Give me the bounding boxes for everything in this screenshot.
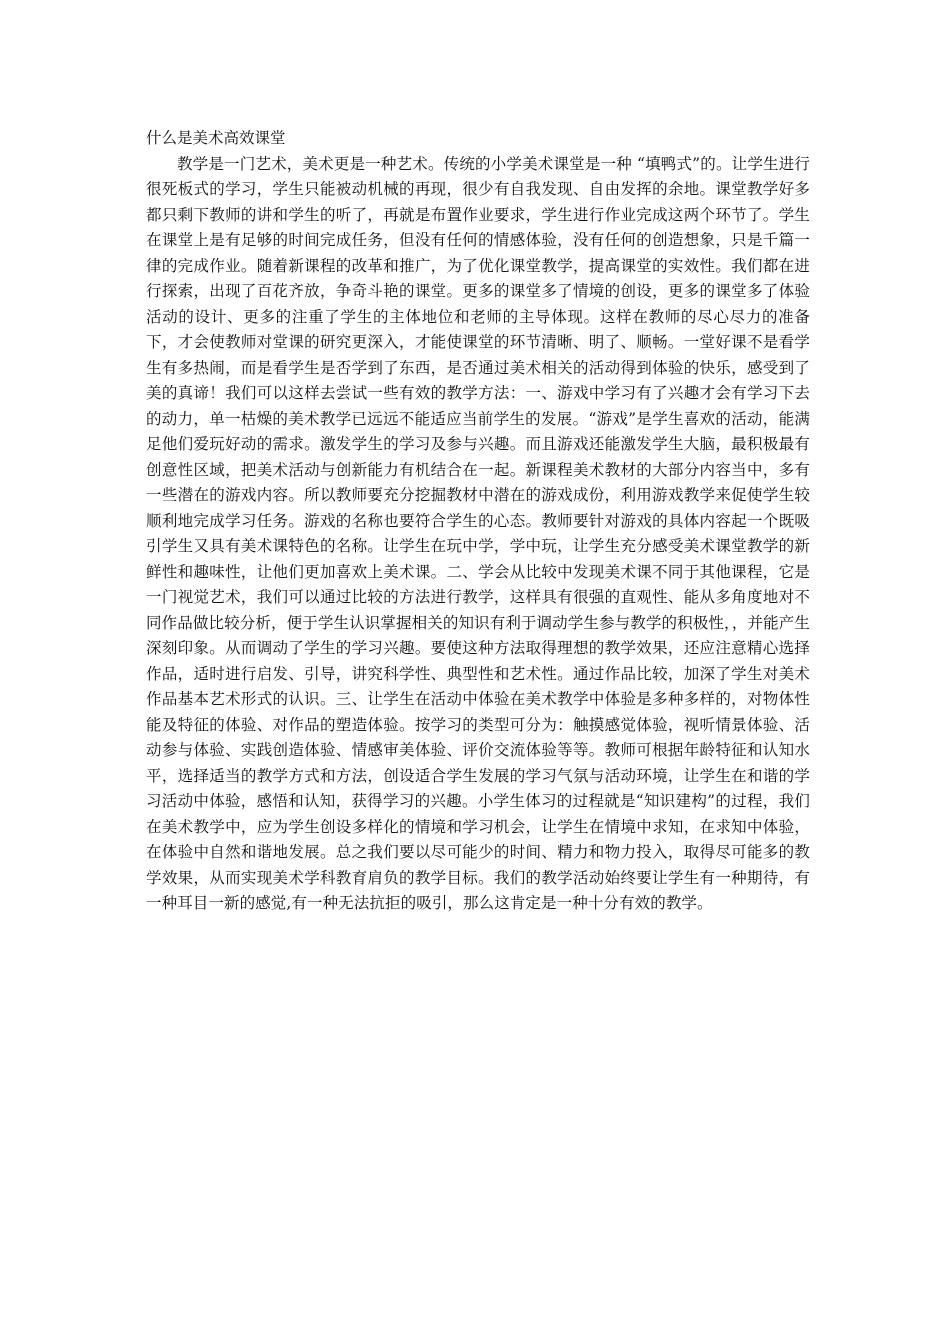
document-body-paragraph: 教学是一门艺术，美术更是一种艺术。传统的小学美术课堂是一种 “填鸭式”的。让学生进行很死板式的学习，学生只能被动机械的再现，很少有自我发现、自由发挥的余地。课堂教学好多都只剩下教师的讲和学生的听了，再就是布置作业要求，学生进行作业完成这两个环节了。学生在课堂上是有足够的时间完成任务，但没有任何的情感体验，没有任何的创造想象，只是千篇一律的完成作业。随着新课程的改革和推广，为了优化课堂教学，提高课堂的实效性。我们都在进行探索，出现了百花齐放，争奇斗艳的课堂。更多的课堂多了情境的创设，更多的课堂多了体验活动的设计、更多的注重了学生的主体地位和老师的主导体现。这样在教师的尽心尽力的准备下，才会使教师对堂课的研究更深入，才能使课堂的环节清晰、明了、顺畅。一堂好课不是看学生有多热闹，而是看学生是否学到了东西，是否通过美术相关的活动得到体验的快乐，感受到了美的真谛！我们可以这样去尝试一些有效的教学方法：一、游戏中学习有了兴趣才会有学习下去的动力，单一枯燥的美术教学已远远不能适应当前学生的发展。“游戏”是学生喜欢的活动，能满足他们爱玩好动的需求。激发学生的学习及参与兴趣。而且游戏还能激发学生大脑，最积极最有创意性区域，把美术活动与创新能力有机结合在一起。新课程美术教材的大部分内容当中，多有一些潜在的游戏内容。所以教师要充分挖掘教材中潜在的游戏成份，利用游戏教学来促使学生较顺利地完成学习任务。游戏的名称也要符合学生的心态。教师要针对游戏的具体内容起一个既吸引学生又具有美术课特色的名称。让学生在玩中学，学中玩，让学生充分感受美术课堂教学的新鲜性和趣味性，让他们更加喜欢上美术课。二、学会从比较中发现美术课不同于其他课程，它是一门视觉艺术，我们可以通过比较的方法进行教学，这样具有很强的直观性、能从多角度地对不同作品做比较分析，便于学生认识掌握相关的知识有利于调动学生参与教学的积极性，，并能产生深刻印象。从而调动了学生的学习兴趣。要使这种方法取得理想的教学效果，还应注意精心选择作品，适时进行启发、引导，讲究科学性、典型性和艺术性。通过作品比较，加深了学生对美术作品基本艺术形式的认识。三、让学生在活动中体验在美术教学中体验是多种多样的，对物体性能及特征的体验、对作品的塑造体验。按学习的类型可分为：触摸感觉体验，视听情景体验、活动参与体验、实践创造体验、情感审美体验、评价交流体验等等。教师可根据年龄特征和认知水平，选择适当的教学方式和方法，创设适合学生发展的学习气氛与活动环境，让学生在和谐的学习活动中体验，感悟和认知，获得学习的兴趣。小学生体习的过程就是“知识建构”的过程，我们在美术教学中，应为学生创设多样化的情境和学习机会，让学生在情境中求知，在求知中体验，在体验中自然和谐地发展。总之我们要以尽可能少的时间、精力和物力投入，取得尽可能多的教学效果，从而实现美术学科教育肩负的教学目标。我们的教学活动始终要让学生有一种期待，有一种耳目一新的感觉,有一种无法抗拒的吸引，那么这肯定是一种十分有效的教学。	[146, 154, 810, 912]
document-content	[146, 126, 810, 917]
document-title: 什么是美术高效课堂	[146, 129, 286, 147]
